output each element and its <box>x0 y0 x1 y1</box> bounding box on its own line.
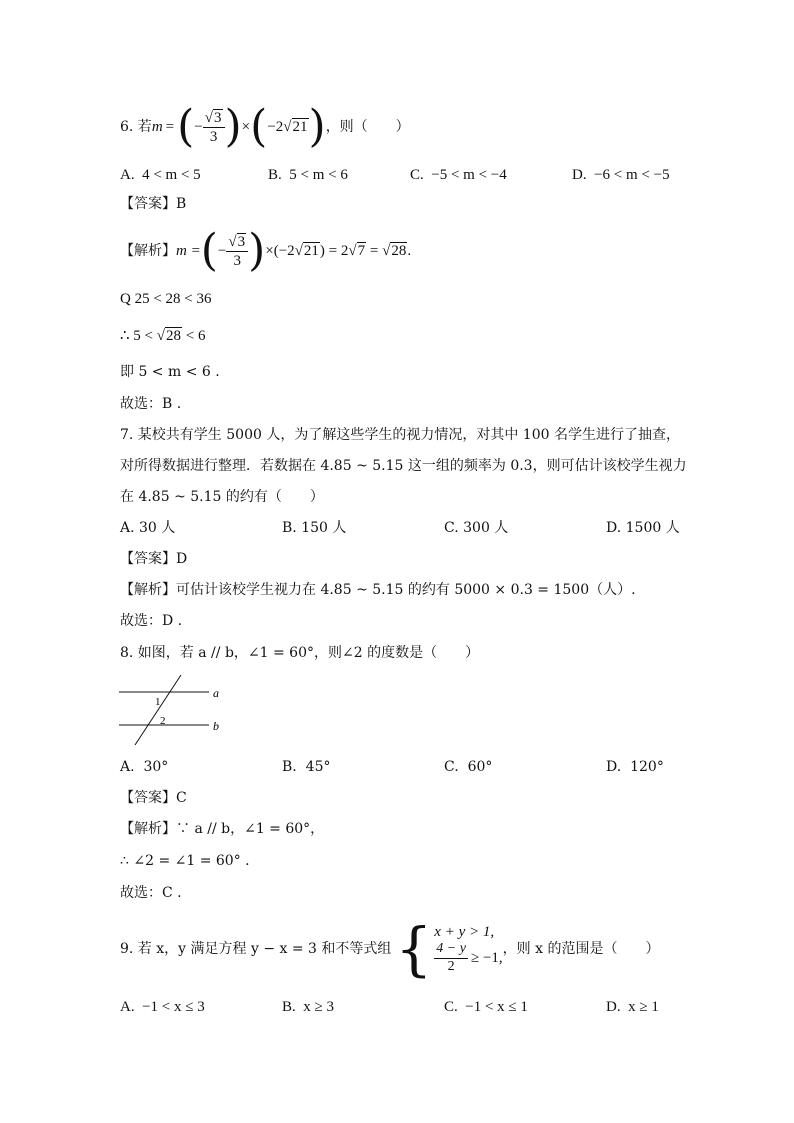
q6-left-paren-2: ( <box>250 101 268 152</box>
q7-choose: 故选：D . <box>120 613 183 629</box>
q9-frac-num: 4 − y <box>434 941 468 959</box>
q9-frac-den: 2 <box>447 958 455 974</box>
q6-prefix: 6. 若 <box>120 118 152 135</box>
q9-option-b: B. x ≥ 3 <box>282 999 334 1015</box>
q7-option-b: B. 150 人 <box>282 520 347 536</box>
q6-stem: 6. 若 m = ( − $\frac{√3}{3}$ ) × ( −2 √21 ) ，则（ ） <box>120 101 410 152</box>
q8-stem: 8. 如图，若 a // b，∠1 = 60°，则∠2 的度数是（ ） <box>120 645 480 661</box>
q7-line-3: 在 4.85 ~ 5.15 的约有（ ） <box>120 489 324 505</box>
q6-analysis: 【解析】 m = ( − $\frac{√3}{3}$ ) ×(−2 √21 ) = 2 √7 = √28 . <box>120 225 412 276</box>
q6-eq: = <box>165 119 175 135</box>
q6-analysis-m: m = <box>176 243 201 259</box>
q6-left-paren: ( <box>177 101 195 152</box>
q8-option-c: C. 60° <box>444 759 493 775</box>
q8-option-d: D. 120° <box>606 759 664 775</box>
q8-analysis: 【解析】∵ a // b，∠1 = 60°， <box>120 821 325 837</box>
q6-den3: 3 <box>209 128 218 145</box>
q6-line-ji: 即 5 < m < 6 . <box>120 364 220 380</box>
q6-sqrt21: 21 <box>292 119 308 135</box>
q8-parallel-lines-figure <box>115 672 235 748</box>
label-a: a <box>213 686 219 700</box>
q6-option-a: A. 4 < m < 5 <box>120 167 201 183</box>
angle-2-label: 2 <box>160 715 166 727</box>
q9-option-c: C. −1 < x ≤ 1 <box>444 999 528 1015</box>
q6-sqrt3: 3 <box>214 109 222 126</box>
q6-answer: 【答案】B <box>120 196 187 212</box>
q9-option-d: D. x ≥ 1 <box>606 999 659 1015</box>
q6-line-therefore: ∴ 5 < √28 < 6 <box>120 328 206 344</box>
q6-option-d: D. −6 < m < −5 <box>572 167 670 183</box>
q6-fraction: $\frac{√3}{3}$ <box>203 109 225 146</box>
q8-option-a: A. 30° <box>120 759 169 775</box>
angle-1-label: 1 <box>155 696 161 708</box>
q6-var-m: m <box>151 119 163 135</box>
label-b: b <box>213 719 219 733</box>
q6-right-paren-2: ) <box>308 101 326 152</box>
q8-therefore: ∴ ∠2 = ∠1 = 60° . <box>120 853 250 869</box>
q7-option-c: C. 300 人 <box>444 520 509 536</box>
q6-option-c: C. −5 < m < −4 <box>410 167 507 183</box>
q9-suffix: ，则 x 的范围是（ ） <box>502 940 660 957</box>
q7-option-a: A. 30 人 <box>120 520 176 536</box>
q7-option-d: D. 1500 人 <box>606 520 680 536</box>
q8-choose: 故选：C . <box>120 885 182 901</box>
q6-option-b: B. 5 < m < 6 <box>268 167 348 183</box>
q9-stem <box>120 916 659 982</box>
q6-times: × <box>241 119 251 135</box>
q6-line-since: Q 25 < 28 < 36 <box>120 291 212 307</box>
q6-neg2: −2 <box>267 119 284 135</box>
q9-system-line-1: x + y > 1, <box>434 923 495 940</box>
q6-choose: 故选：B . <box>120 396 182 412</box>
q9-frac-rhs: ≥ −1, <box>470 950 503 966</box>
q8-option-b: B. 45° <box>282 759 331 775</box>
q6-right-paren: ) <box>224 101 242 152</box>
q7-analysis: 【解析】可估计该校学生视力在 4.85 ~ 5.15 的约有 5000 × 0.3 = 1500（人）. <box>120 582 636 598</box>
q6-suffix: ，则（ ） <box>325 118 410 135</box>
q6-analysis-label: 【解析】 <box>120 242 176 259</box>
q6-neg: − <box>194 119 203 135</box>
q8-answer: 【答案】C <box>120 790 187 806</box>
q7-line-2: 对所得数据进行整理．若数据在 4.85 ~ 5.15 这一组的频率为 0.3，则可估计该校学生视力 <box>120 458 687 474</box>
q9-option-a: A. −1 < x ≤ 3 <box>120 999 205 1015</box>
transversal-line <box>135 675 181 745</box>
q9-prefix: 9. 若 x，y 满足方程 y − x = 3 和不等式组 <box>120 940 392 957</box>
q9-system-line-2 <box>434 941 502 976</box>
q9-system-brace: { <box>395 915 433 983</box>
q7-line-1: 7. 某校共有学生 5000 人，为了解这些学生的视力情况，对其中 100 名学生进行了抽查， <box>120 427 680 443</box>
q7-answer: 【答案】D <box>120 551 188 567</box>
q9-inequality-system <box>434 923 502 976</box>
